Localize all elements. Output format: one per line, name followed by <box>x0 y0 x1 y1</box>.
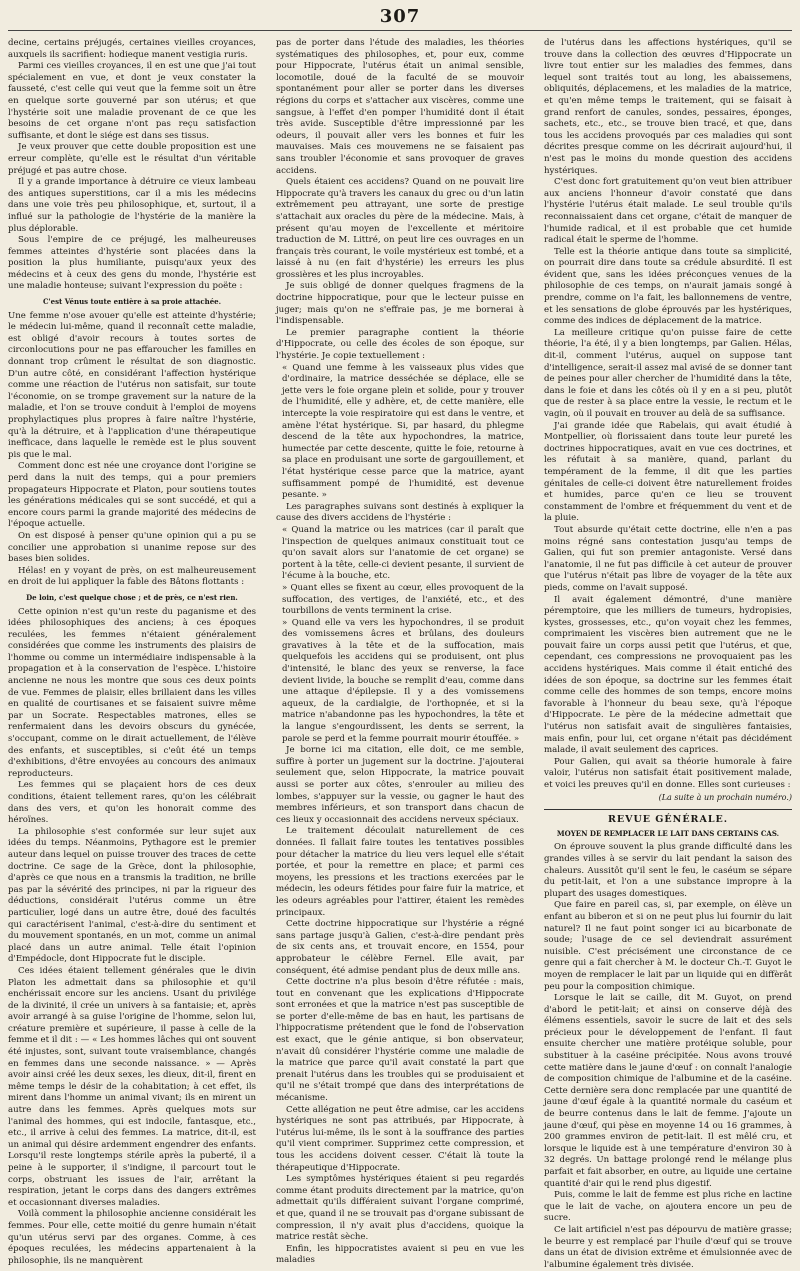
column-1 <box>8 38 256 1266</box>
column-2 <box>276 38 524 1266</box>
paragraph: La philosophie s'est conformée sur leur sujet aux idées du temps. Néanmoins, Pythagore est le premier auteur dans lequel on puisse trouver des traces de cette doctrine. Ce sage de la Grèce, dont la philosophie, d'après ce que nous en a transmis la tradition, ne brille pas par la sévérité des principes, ni par la rigueur des déductions, considérait l'utérus comme un être particulier, logé dans un autre être, doué des facultés qui caractérisent l'animal, c'est-à-dire du sentiment et du mouvement spontanés, en un mot, comme un animal placé dans un autre animal. Telle était l'opinion d'Empédocle, dont Hippocrate fut le disciple. <box>8 826 256 965</box>
paragraph: Tout absurde qu'était cette doctrine, elle n'en a pas moins régné sans contestation jusqu'au temps de Galien, qui fut son premier antagoniste. Versé dans l'anatomie, il ne fut pas difficile à cet auteur de prouver que l'utérus n'était pas libre de voyager de la tête aux pieds, comme on l'avait supposé. <box>544 524 792 593</box>
paragraph: La meilleure critique qu'on puisse faire de cette théorie, l'a été, il y a bien longtemps, par Galien. Hélas, dit-il, comment l'utérus, auquel on suppose tant d'intelligence, serait-il assez mal avisé de se donner tant de peines pour aller chercher de l'humidité dans la tête, dans le foie et dans les côtés où il y en a si peu, plutôt que de rester à sa place entre la vessie, le rectum et le vagin, où il pouvait en trouver au delà de sa suffisance. <box>544 327 792 419</box>
paragraph: Pour Galien, qui avait sa théorie humorale à faire valoir, l'utérus non satisfait était positivement malade, et voici les preuves qu'il en donne. Elles sont curieuses : <box>544 756 792 790</box>
paragraph: Puis, comme le lait de femme est plus riche en lactine que le lait de vache, on ajoutera encore un peu de sucre. <box>544 1190 792 1224</box>
paragraph: Cette allégation ne peut être admise, car les accidens hystériques ne sont pas attribués, par Hippocrate, à l'utérus lui-même, ils le sont à la souffrance des parties qu'il vient comprimer. Supprimez cette compression, et tous les accidens doivent cesser. C'était là toute la thérapeutique d'Hippocrate. <box>276 1104 524 1173</box>
paragraph: Ces idées étaient tellement générales que le divin Platon les admettait dans sa philosophie et qu'il enchérissait encore sur les anciens. Usant du privilége de la divinité, il crée un univers à sa fantaisie; et, après avoir arrangé à sa guise l'origine de l'homme, selon lui, créature première et supérieure, il passe à celle de la femme et il dit : — « Les hommes lâches qui ont souvent été injustes, sont, suivant toute vraisemblance, changés en femmes dans une seconde naissance. » — Après avoir ainsi créé les deux sexes, les dieux, dit-il, firent en même temps le désir de la cohabitation; à cet effet, ils mirent dans l'homme un animal vivant; ils en mirent un autre dans les femmes. Après quelques mots sur l'animal des hommes, qui est indocile, fantasque, etc., etc., il arrive à celui des femmes. La matrice, dit-il, est un animal qui désire ardemment engendrer des enfants. Lorsqu'il reste longtemps stérile après la puberté, il a peine à le supporter, il s'indigne, il parcourt tout le corps, obstruant les issues de l'air, arrêtant la respiration, jetant le corps dans des dangers extrêmes et occasionnant diverses maladies. <box>8 965 256 1208</box>
paragraph: « Quand une femme à les vaisseaux plus vides que d'ordinaire, la matrice desséchée se déplace, elle se jette vers le foie organe plein et solide, pour y trouver de l'humidité, elle y adhère, et, de cette manière, elle intercepte la voie respiratoire qui est dans le ventre, et amène l'état hystérique. Si, par hasard, du phlegme descend de la tête aux hypochondres, la matrice, humectée par cette descente, quitte le foie, retourne à sa place en produisant une sorte de gargouillement, et l'état hystérique cesse parce que la matrice, ayant suffisamment pompé de l'humidité, est devenue pesante. » <box>282 362 524 501</box>
paragraph: On éprouve souvent la plus grande difficulté dans les grandes villes à se servir du lait pendant la saison des chaleurs. Aussitôt qu'il sent le feu, le caséum se sépare du petit-lait, et l'on a une substance impropre à la plupart des usages domestiques. <box>544 842 792 899</box>
paragraph: Voilà comment la philosophie ancienne considérait les femmes. Pour elle, cette moitié du genre humain n'était qu'un utérus servi par des organes. Comme, à ces époques reculées, les médecins appartenaient à la philosophie, ils ne manquèrent <box>8 1209 256 1266</box>
paragraph: Une femme n'ose avouer qu'elle est atteinte d'hystérie; le médecin lui-même, quand il reconnaît cette maladie, est obligé d'avoir recours à toutes sortes de circonlocutions pour ne pas effaroucher les familles en donnant trop crûment le résultat de son diagnostic. D'un autre côté, en considérant l'affection hystérique comme une réaction de l'utérus non satisfait, sur toute l'économie, on se trompe gravement sur la nature de la maladie, et l'on se trouve conduit à l'emploi de moyens prophylactiques plus propres à faire naître l'hystérie, qu'à la détruire, et à l'application d'une thérapeutique inefficace, dans laquelle le remède est le plus souvent pis que le mal. <box>8 310 256 460</box>
verse-quote: De loin, c'est quelque chose ; et de près, ce n'est rien. <box>26 592 238 602</box>
paragraph: Je suis obligé de donner quelques fragmens de la doctrine hippocratique, pour que le lecteur puisse en juger; mais qu'on ne s'effraie pas, je me bornerai à l'indispensable. <box>276 281 524 327</box>
paragraph: J'ai grande idée que Rabelais, qui avait étudié à Montpellier, où florissaient dans toute leur pureté les doctrines hippocratiques, avait en vue ces doctrines, et les réfutait à sa manière, quand, parlant du tempérament de la femme, il dit que les parties génitales de celle-ci doivent être naturellement froides et humides, parce qu'en ce lieu se trouvent constamment de l'ombre et fréquemment du vent et de la pluie. <box>544 420 792 524</box>
paragraph: Il avait également démontré, d'une manière péremptoire, que les milliers de tumeurs, hydropisies, kystes, grossesses, etc., qu'on voyait chez les femmes, comprimaient les viscères bien autrement que ne le pouvait faire un corps aussi petit que l'utérus, et que, cependant, ces compressions ne provoquaient pas les accidens hystériques. Mais comme il était entiché des idées de son époque, sa doctrine sur les femmes était comme celle des hommes de son temps, encore moins favorable à l'honneur du beau sexe, qu'à l'époque d'Hippocrate. Le père de la médecine admettait que l'utérus non satisfait avait de singulières fantaisies, mais enfin, pour lui, cet organe n'était pas décidément malade, il avait seulement des caprices. <box>544 594 792 756</box>
paragraph: Cette opinion n'est qu'un reste du paganisme et des idées philosophiques des anciens; à ces époques reculées, les femmes n'étaient généralement considérées que comme les instruments des plaisirs de l'homme ou comme un intermédiaire indispensable à la propagation et à la conservation de l'espèce. L'histoire ancienne ne nous les montre que sous ces deux points de vue. Femmes de plaisir, elles brillaient dans les villes en qualité de courtisanes et se faisaient suivre même par un Socrate. Respectables matrones, elles se renfermaient dans les devoirs obscurs du gynécée, s'occupant, comme on le dirait actuellement, de l'élève des enfants, et susceptibles, si c'eût été un temps d'exhibitions, d'être envoyées au concours des animaux reproducteurs. <box>8 606 256 779</box>
paragraph: decine, certains préjugés, certaines vieilles croyances, auxquels ils sacrifient: hodieque manent vestigia ruris. <box>8 38 256 60</box>
paragraph: Cette doctrine n'a plus besoin d'être réfutée : mais, tout en convenant que les explications d'Hippocrate sont erronées et que la matrice n'est pas susceptible de se porter d'elle-même de bas en haut, les partisans de l'hippocratisme prétendent que le fond de l'observation est exact, que le génie antique, si bon observateur, n'avait dû considérer l'hystérie comme une maladie de la matrice que parce qu'il avait constaté la part que prenait l'utérus dans les troubles qui se produisaient et qu'il ne s'était trompé que dans des interprétations de mécanisme. <box>276 977 524 1104</box>
paragraph: Quels étaient ces accidens? Quand on ne pouvait lire Hippocrate qu'à travers les canaux du grec ou d'un latin extrêmement peu attrayant, une sorte de prestige s'attachait aux oracles du père de la médecine. Mais, à présent qu'au moyen de l'excellente et méritoire traduction de M. Littré, on peut lire ces ouvrages en un français très courant, le voile mystérieux est tombé, et a laissé à nu (en fait d'hystérie) les erreurs les plus grossières et les plus incroyables. <box>276 177 524 280</box>
paragraph: Le traitement découlait naturellement de ces données. Il fallait faire toutes les tentatives possibles pour détacher la matrice du lieu vers lequel elle s'était portée, et pour la remettre en place; et parmi ces moyens, les pressions et les tractions exercées par le médecin, les odeurs fétides pour faire fuir la matrice, et les odeurs agréables pour l'attirer, étaient les remèdes principaux. <box>276 826 524 918</box>
revue-body <box>544 842 792 1271</box>
paragraph: Le premier paragraphe contient la théorie d'Hippocrate, ou celle des écoles de son époque, sur l'hystérie. Je copie textuellement : <box>276 327 524 362</box>
paragraph: Comment donc est née une croyance dont l'origine se perd dans la nuit des temps, qui a pour premiers propagateurs Hippocrate et Platon, pour soutiens toutes les générations médicales qui se sont succédé, et qui a encore cours parmi la grande majorité des médecins de l'époque actuelle. <box>8 461 256 530</box>
paragraph: Les paragraphes suivans sont destinés à expliquer la cause des divers accidens de l'hystérie : <box>276 501 524 524</box>
paragraph: Je borne ici ma citation, elle doit, ce me semble, suffire à porter un jugement sur la doctrine. J'ajouterai seulement que, selon Hippocrate, la matrice pouvait aussi se porter aux côtes, s'enrouler au milieu des lombes, s'appuyer sur la vessie, ou gagner le haut des membres inférieurs, et son transport dans chacun de ces lieux y occasionnait des accidens nerveux spéciaux. <box>276 745 524 825</box>
column-3 <box>544 38 792 1270</box>
paragraph: C'est donc fort gratuitement qu'on veut bien attribuer aux anciens l'honneur d'avoir constaté que dans l'hystérie l'utérus était malade. Le seul trouble qu'ils reconnaissaient dans cet organe, c'était de manquer de l'humide radical, et il est probable que cet humide radical était le sperme de l'homme. <box>544 177 792 246</box>
paragraph: Enfin, les hippocratistes avaient si peu en vue les maladies <box>276 1243 524 1266</box>
verse-quote: C'est Vénus toute entière à sa proie attachée. <box>42 297 222 307</box>
paragraph: Parmi ces vieilles croyances, il en est une que j'ai tout spécialement en vue, et dont je veux constater la fausseté, c'est celle qui veut que la femme soit un être en quelque sorte gouverné par son utérus; et que l'hystérie soit une maladie provenant de ce que les besoins de cet organe n'ont pas reçu satisfaction suffisante, et dont le siége est dans ses tissus. <box>8 61 256 141</box>
paragraph: « Quand la matrice ou les matrices (car il paraît que l'inspection de quelques animaux constituait tout ce qu'on savait alors sur l'anatomie de cet organe) se portent à la tête, celle-ci devient pesante, il survient de l'écume à la bouche, etc. <box>282 524 524 582</box>
paragraph: Les femmes qui se plaçaient hors de ces deux conditions, étaient tellement rares, qu'on les célébrait dans des vers, et qu'on les honorait comme des héroïnes. <box>8 780 256 826</box>
page-number: 307 <box>379 6 421 27</box>
paragraph: Sous l'empire de ce préjugé, les malheureuses femmes atteintes d'hystérie sont placées dans la position la plus humiliante, puisqu'aux yeux des médecins et à ceux des gens du monde, l'hystérie est une maladie honteuse; suivant l'expression du poëte : <box>8 235 256 292</box>
paragraph: Lorsque le lait se caille, dit M. Guyot, on prend d'abord le petit-lait; et ainsi on conserve déjà des élémens essentiels, savoir le sucre de lait et des sels précieux pour le développement de l'enfant. Il faut ensuite chercher une matière protéique soluble, pour substituer à la caséine précipitée. Nous avons trouvé cette matière dans le jaune d'œuf : on connaît l'analogie de composition chimique de l'albumine et de la caséine. Cette dernière sera donc remplacée par une quantité de jaune d'œuf égale à la quantité normale du caséum et de beurre contenus dans le lait de femme. J'ajoute un jaune d'œuf, qui pèse en moyenne 14 ou 16 grammes, à 200 grammes environ de petit-lait. Il est mêlé cru, et lorsque le liquide est à une température d'environ 30 à 32 degrés. Un battage prolongé rend le mélange plus parfait et fait absorber, en outre, au liquide une certaine quantité d'air qui le rend plus digestif. <box>544 993 792 1189</box>
paragraph: Que faire en pareil cas, si, par exemple, on élève un enfant au biberon et si on ne peut plus lui fournir du lait naturel? Il ne faut point songer ici au bicarbonate de soude; l'usage de ce sel deviendrait assurément nuisible. C'est précisément une circonstance de ce genre qui a fait chercher à M. le docteur Ch.-T. Guyot le moyen de remplacer le lait par un liquide qui en diffèrât peu pour la composition chimique. <box>544 900 792 992</box>
paragraph: Ce lait artificiel n'est pas dépourvu de matière grasse; le beurre y est remplacé par l'huile d'œuf qui se trouve dans un état de division extrême et émulsionnée avec de l'albumine également très divisée. <box>544 1224 792 1270</box>
continued-note: (La suite à un prochain numéro.) <box>658 792 792 802</box>
paragraph: Hélas! en y voyant de près, on est malheureusement en droit de lui appliquer la fable des Bâtons flottants : <box>8 565 256 588</box>
revue-subheading: MOYEN DE REMPLACER LE LAIT DANS CERTAINS CAS. <box>556 828 780 838</box>
revue-heading: REVUE GÉNÉRALE. <box>544 809 792 826</box>
paragraph: Cette doctrine hippocratique sur l'hystérie a régné sans partage jusqu'à Galien, c'est-à-dire pendant près de six cents ans, et trouvait encore, en 1554, pour approbateur le célèbre Fernel. Elle avait, par conséquent, été admise pendant plus de deux mille ans. <box>276 919 524 976</box>
header-rule <box>8 30 792 31</box>
paragraph: » Quand elle va vers les hypochondres, il se produit des vomissemens âcres et brûlans, des douleurs gravatives à la tête et de la suffocation, mais quelquefois les accidens qui se produisent, ont plus d'intensité, le blanc des yeux se renverse, la face devient livide, la bouche se remplit d'eau, comme dans une attaque d'épilepsie. Il y a des vomissemens aqueux, de la cardialgie, de l'orthopnée, et si la matrice n'abandonne pas les hypochondres, la tête et la langue s'engourdissent, les dents se serrent, la parole se perd et la femme pourrait mourir étouffée. » <box>282 617 524 744</box>
paragraph: pas de porter dans l'étude des maladies, les théories systématiques des philosophes, et, pour eux, comme pour Hippocrate, l'utérus était un animal sensible, locomotile, doué de la faculté de se mouvoir spontanément pour aller se porter dans les diverses régions du corps et s'attacher aux viscères, comme une sangsue, à l'effet d'en pomper l'humidité dont il était très avide. Susceptible d'être impressionné par les odeurs, il pouvait aller vers les bonnes et fuir les mauvaises. Mais ces mouvemens ne se faisaient pas sans troubler l'économie et sans provoquer de graves accidens. <box>276 38 524 176</box>
page-header <box>0 0 800 36</box>
paragraph: Il y a grande importance à détruire ce vieux lambeau des antiques superstitions, car il a mis les médecins dans une voie très peu philosophique, et, surtout, il a influé sur la pathologie de l'hystérie de la manière la plus déplorable. <box>8 177 256 234</box>
paragraph: Telle est la théorie antique dans toute sa simplicité, on pourrait dire dans toute sa crédule absurdité. Il est évident que, sans les idées préconçues venues de la philosophie de ces temps, on n'aurait jamais songé à prendre, comme on l'a fait, les ballonnemens de ventre, et les sensations de globe éprouvés par les hystériques, comme des indices de déplacement de la matrice. <box>544 246 792 327</box>
paragraph: de l'utérus dans les affections hystériques, qu'il se trouve dans la collection des œuvres d'Hippocrate un livre tout entier sur les maladies des femmes, dans lequel sont traités tout au long, les abaissemens, obliquités, déplacemens, et les maladies de la matrice, et qu'en même temps le traitement, qui se faisait à grand renfort de canules, sondes, pessaires, éponges, sachets, etc., etc., se trouve bien tracé, et que, dans tous les accidens provoqués par ces maladies qui sont décrites presque comme on les décrirait aujourd'hui, il n'est pas le moins du monde question des accidens hystériques. <box>544 38 792 176</box>
column-3-article-end <box>544 38 792 803</box>
paragraph: » Quant elles se fixent au cœur, elles provoquent de la suffocation, des vertiges, de l'anxiété, etc., et des tourbillons de vents terminent la crise. <box>282 582 524 617</box>
paragraph: On est disposé à penser qu'une opinion qui a pu se concilier une approbation si unanime repose sur des bases bien solides. <box>8 530 256 565</box>
paragraph: Je veux prouver que cette double proposition est une erreur complète, qu'elle est le résultat d'un véritable préjugé et pas autre chose. <box>8 142 256 176</box>
paragraph: Les symptômes hystériques étaient si peu regardés comme étant produits directement par la matrice, qu'on admettait qu'ils différaient suivant l'organe comprimé, et que, quand il ne se trouvait pas d'organe subissant de compression, il n'y avait plus d'accidens, quoique la matrice restât sèche. <box>276 1174 524 1243</box>
